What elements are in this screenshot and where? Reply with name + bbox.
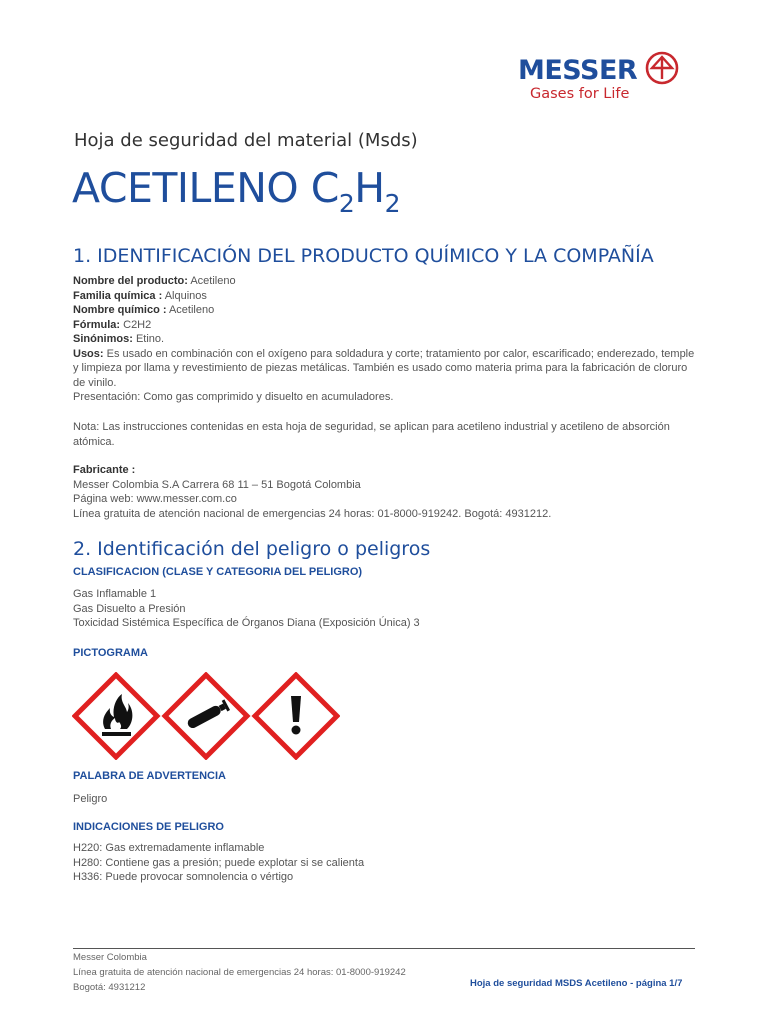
logo-tagline: Gases for Life xyxy=(530,86,630,102)
field-chemical-family: Familia química : Alquinos xyxy=(73,289,207,302)
gas-cylinder-icon xyxy=(165,675,247,757)
section1-heading: 1. IDENTIFICACIÓN DEL PRODUCTO QUÍMICO Y LA COMPAÑÍA xyxy=(73,245,654,267)
classification-heading: CLASIFICACION (CLASE Y CATEGORIA DEL PELIGRO) xyxy=(73,566,363,578)
field-presentation: Presentación: Como gas comprimido y disuelto en acumuladores. xyxy=(73,391,394,403)
title-h: H xyxy=(354,164,385,212)
footer-hotline: Línea gratuita de atención nacional de emergencias 24 horas: 01-8000-919242 xyxy=(73,967,406,978)
signal-word: Peligro xyxy=(73,793,108,805)
note-paragraph: Nota: Las instrucciones contenidas en esta hoja de seguridad, se aplican para acetileno industrial y acetileno de absorción atómica. xyxy=(73,421,670,448)
footer-phone: Bogotá: 4931212 xyxy=(73,982,146,993)
hazard-statement: H220: Gas extremadamente inflamable xyxy=(73,842,265,854)
manufacturer-block xyxy=(73,463,698,521)
hazard-statements-list xyxy=(73,841,698,885)
logo-wordmark: MESSER xyxy=(518,55,638,86)
title-subscript-h: 2 xyxy=(384,189,401,218)
section2-heading: 2. Identificación del peligro o peligros xyxy=(73,538,431,560)
classification-item: Gas Inflamable 1 xyxy=(73,588,157,600)
flame-icon xyxy=(75,675,157,757)
messer-logo xyxy=(518,56,668,108)
footer-page-label: Hoja de seguridad MSDS Acetileno - página 1/7 xyxy=(470,978,683,989)
ghs-pictograms xyxy=(72,672,340,760)
classification-list xyxy=(73,587,698,631)
manufacturer-website: Página web: www.messer.com.co xyxy=(73,493,237,505)
hazard-statement: H336: Puede provocar somnolencia o vértigo xyxy=(73,871,294,883)
page-title xyxy=(72,164,400,228)
signal-word-heading: PALABRA DE ADVERTENCIA xyxy=(73,770,226,782)
field-synonyms: Sinónimos: Etino. xyxy=(73,333,165,345)
manufacturer-label: Fabricante : xyxy=(73,464,136,476)
product-fields xyxy=(73,274,698,405)
title-text: ACETILENO C xyxy=(72,164,339,212)
footer-divider xyxy=(73,948,695,949)
document-subtitle: Hoja de seguridad del material (Msds) xyxy=(74,130,418,151)
field-uses: Usos: Es usado en combinación con el oxígeno para soldadura y corte; tratamiento por calor, escarificado; enderezado, temple y limpieza por llama y revestimiento de piezas metálicas. También es usado como materia prima para la fabricación de cloruro de vinilo. xyxy=(73,347,695,389)
manufacturer-address: Messer Colombia S.A Carrera 68 11 – 51 Bogotá Colombia xyxy=(73,478,361,491)
field-product-name: Nombre del producto: Acetileno xyxy=(73,275,236,287)
pictogram-heading: PICTOGRAMA xyxy=(73,647,148,659)
hazard-statements-heading: INDICACIONES DE PELIGRO xyxy=(73,821,224,833)
field-formula: Fórmula: C2H2 xyxy=(73,318,152,331)
messer-emblem-icon xyxy=(644,50,680,86)
exclamation-icon xyxy=(255,675,337,757)
classification-item: Gas Disuelto a Presión xyxy=(73,602,186,615)
classification-item: Toxicidad Sistémica Específica de Órganos Diana (Exposición Única) 3 xyxy=(73,617,420,629)
footer-contact xyxy=(73,950,406,995)
title-subscript-c: 2 xyxy=(338,189,355,218)
footer-company: Messer Colombia xyxy=(73,952,147,963)
hazard-statement: H280: Contiene gas a presión; puede explotar si se calienta xyxy=(73,856,365,869)
field-chemical-name: Nombre químico : Acetileno xyxy=(73,304,215,316)
manufacturer-hotline: Línea gratuita de atención nacional de emergencias 24 horas: 01-8000-919242. Bogotá: 4931212. xyxy=(73,507,552,520)
